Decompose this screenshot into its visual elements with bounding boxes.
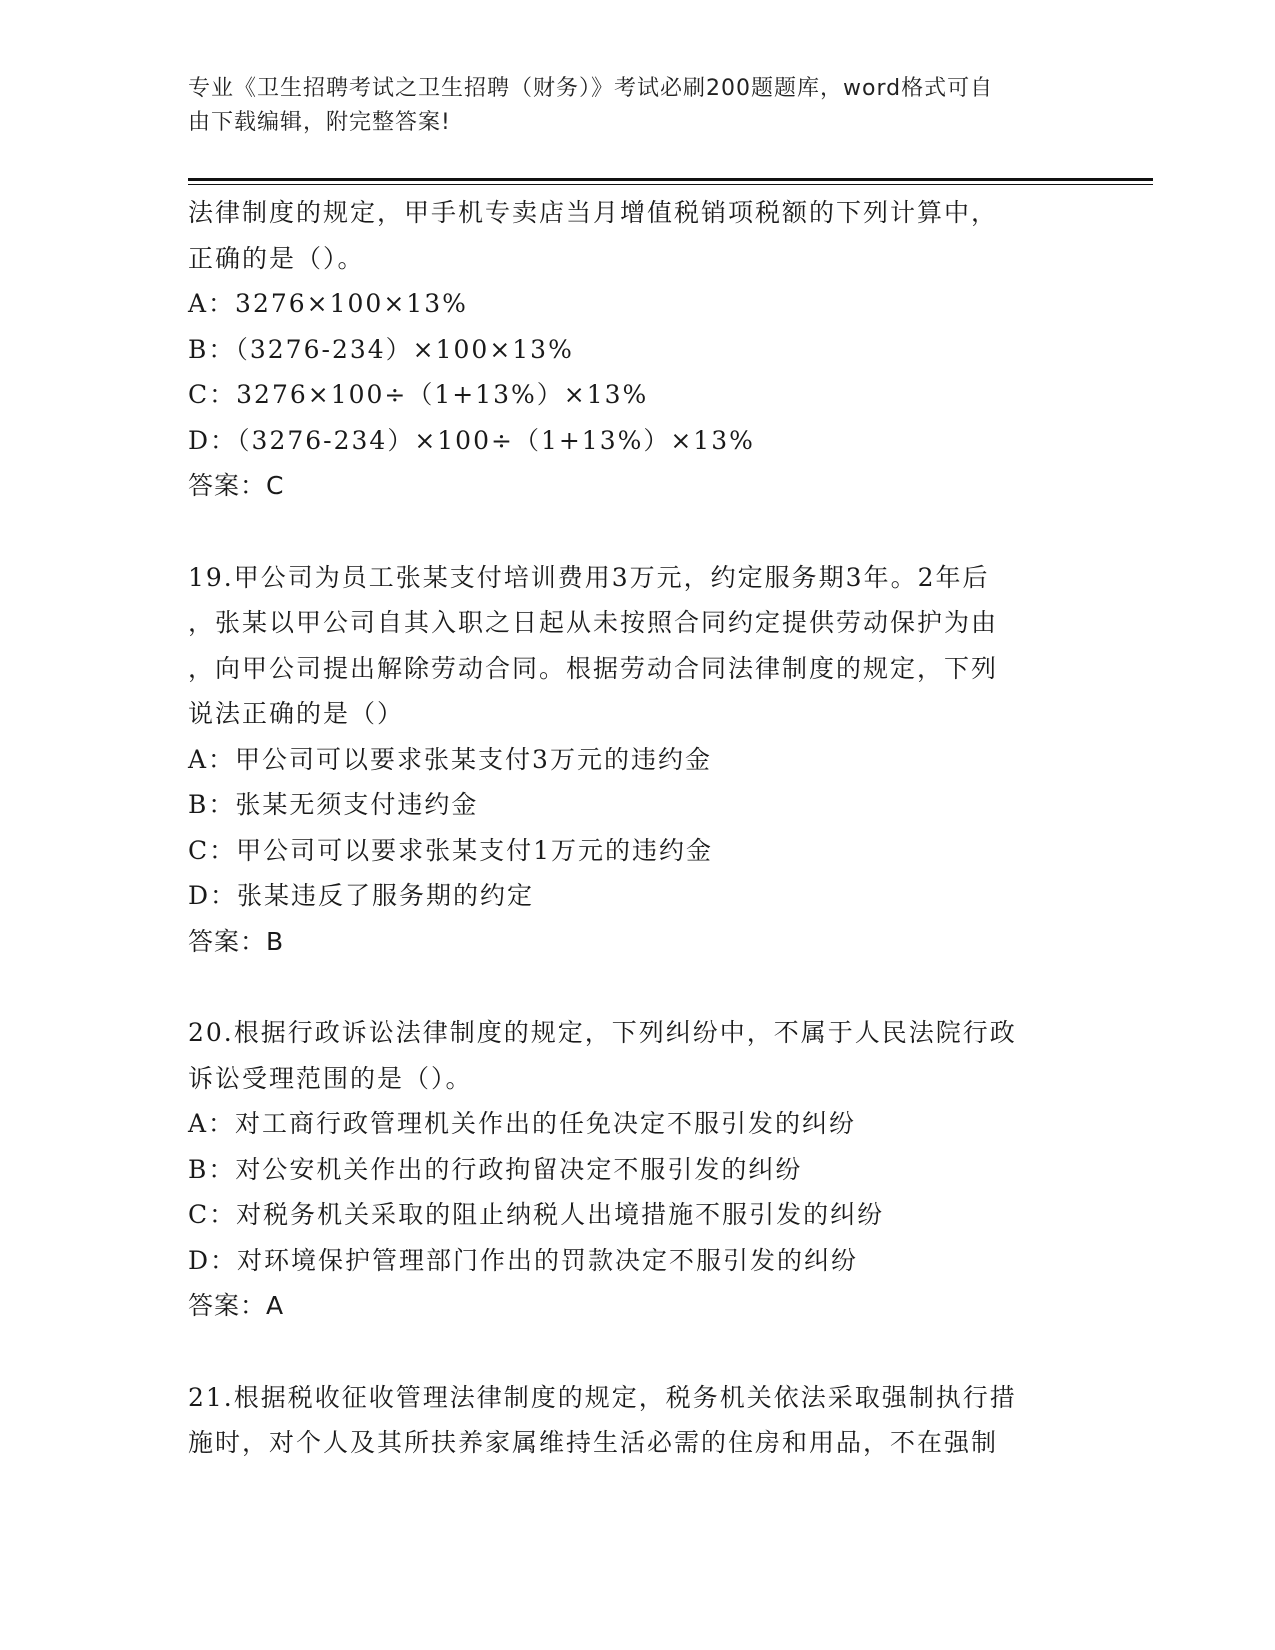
question-text-line: 正确的是（）。 — [188, 243, 365, 273]
question-text-line: 21.根据税收征收管理法律制度的规定，税务机关依法采取强制执行措 — [188, 1382, 1017, 1412]
question-20 — [188, 1010, 1088, 1329]
option-b: B：对公安机关作出的行政拘留决定不服引发的纠纷 — [188, 1154, 803, 1184]
question-19 — [188, 555, 1088, 965]
question-list — [188, 190, 1088, 1466]
question-spacer — [188, 509, 1088, 555]
question-text-line: 说法正确的是（） — [188, 699, 405, 728]
option-a: A：对工商行政管理机关作出的任免决定不服引发的纠纷 — [188, 1109, 857, 1138]
header-line-2: 由下载编辑，附完整答案! — [188, 110, 451, 135]
option-a: A：甲公司可以要求张某支付3万元的违约金 — [188, 744, 712, 774]
question-text-line: 19.甲公司为员工张某支付培训费用3万元，约定服务期3年。2年后 — [188, 562, 990, 592]
question-spacer — [188, 1329, 1088, 1375]
header-line-1: 专业《卫生招聘考试之卫生招聘（财务）》考试必刷200题题库，word格式可自 — [188, 76, 994, 101]
question-text-line: 20.根据行政诉讼法律制度的规定，下列纠纷中，不属于人民法院行政 — [188, 1018, 1017, 1047]
question-text-line: 诉讼受理范围的是（）。 — [188, 1063, 473, 1093]
option-d: D：对环境保护管理部门作出的罚款决定不服引发的纠纷 — [188, 1245, 859, 1275]
question-18 — [188, 190, 1088, 509]
answer: 答案：B — [188, 926, 285, 956]
question-21 — [188, 1375, 1088, 1466]
option-d: D：（3276-234）×100÷（1+13%）×13% — [188, 425, 755, 455]
answer: 答案：A — [188, 1291, 285, 1320]
option-b: B：张某无须支付违约金 — [188, 790, 479, 819]
question-text-line: ，张某以甲公司自其入职之日起从未按照合同约定提供劳动保护为由 — [188, 608, 999, 637]
answer: 答案：C — [188, 471, 285, 500]
question-spacer — [188, 964, 1088, 1010]
option-a: A：3276×100×13% — [188, 289, 468, 318]
option-d: D：张某违反了服务期的约定 — [188, 881, 535, 910]
header-divider-thick — [188, 178, 1153, 181]
question-text-line: ，向甲公司提出解除劳动合同。根据劳动合同法律制度的规定，下列 — [188, 653, 999, 683]
option-c: C：甲公司可以要求张某支付1万元的违约金 — [188, 835, 714, 865]
option-c: C：3276×100÷（1+13%）×13% — [188, 380, 649, 409]
option-b: B：（3276-234）×100×13% — [188, 334, 574, 364]
option-c: C：对税务机关采取的阻止纳税人出境措施不服引发的纠纷 — [188, 1200, 885, 1229]
header-divider-thin — [188, 184, 1153, 185]
page-header — [188, 72, 1088, 140]
question-text-line: 施时，对个人及其所扶养家属维持生活必需的住房和用品，不在强制 — [188, 1428, 999, 1457]
question-text-line: 法律制度的规定，甲手机专卖店当月增值税销项税额的下列计算中， — [188, 198, 999, 227]
